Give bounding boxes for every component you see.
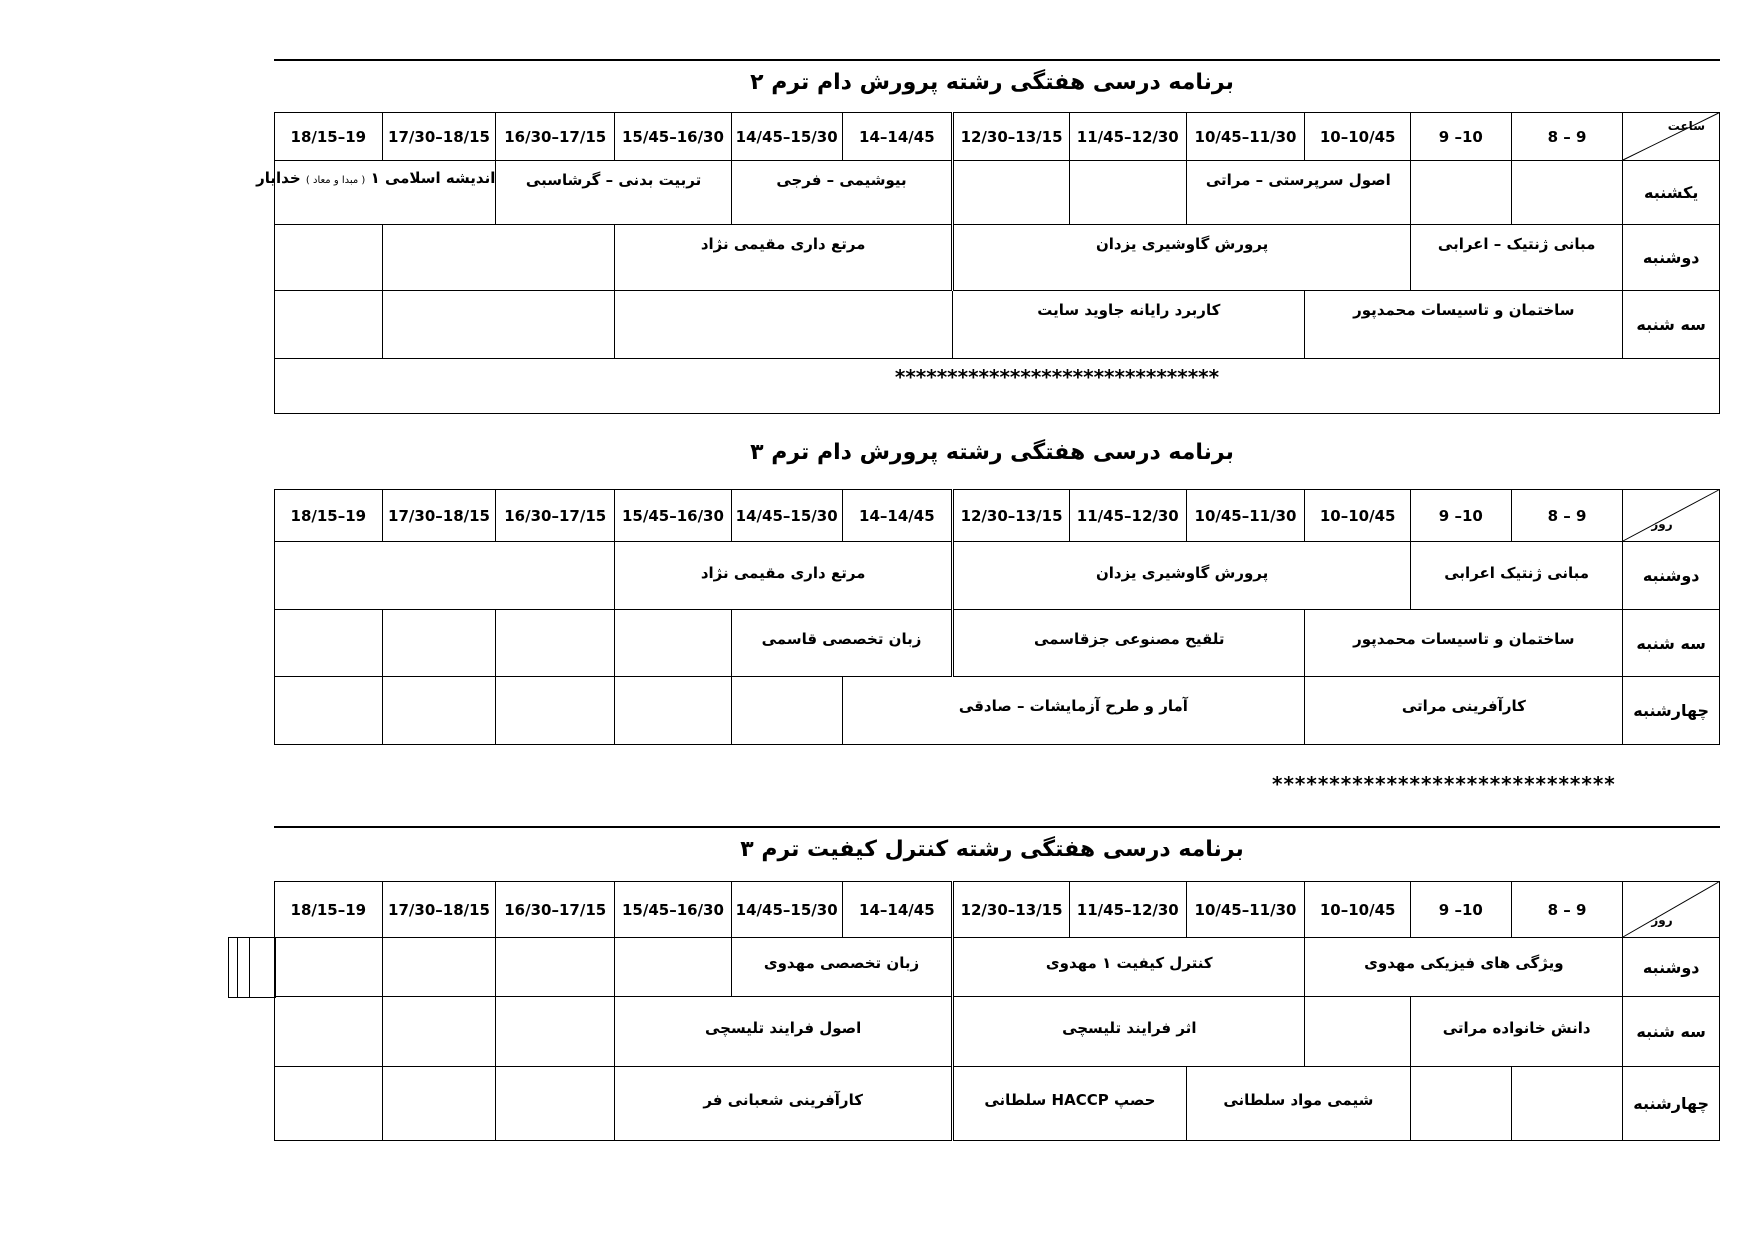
empty-cell bbox=[1411, 161, 1512, 225]
side-margin-box bbox=[228, 937, 276, 998]
time-header: 10/45–11/30 bbox=[1186, 113, 1305, 161]
time-header: 16/30–17/15 bbox=[496, 882, 615, 938]
class-text: مبانی ژنتیک اعرابی bbox=[1444, 564, 1590, 582]
class-cell bbox=[1305, 291, 1623, 359]
time-header: 10/45–11/30 bbox=[1186, 882, 1305, 938]
day-label: سه شنبه bbox=[1623, 610, 1720, 677]
time-header: 15/45–16/30 bbox=[615, 113, 732, 161]
class-cell bbox=[256, 161, 496, 225]
class-text: بیوشیمی – فرجی bbox=[776, 171, 907, 189]
class-cell bbox=[953, 225, 1411, 291]
day-label: یکشنبه bbox=[1623, 161, 1720, 225]
corner-bottom-label: روز bbox=[1651, 517, 1673, 531]
class-text: دانش خانواده مراتی bbox=[1442, 1019, 1591, 1037]
class-text: پرورش گاوشیری یزدان bbox=[1095, 564, 1269, 582]
diagonal-divider bbox=[1623, 490, 1719, 541]
time-header: 17/30–18/15 bbox=[382, 113, 496, 161]
empty-cell bbox=[275, 677, 383, 745]
separator-stars: ******************************* bbox=[894, 365, 1220, 389]
class-text: ساختمان و تاسیسات محمدپور bbox=[1353, 301, 1575, 319]
time-header: 14–14/45 bbox=[842, 882, 953, 938]
time-header: 12/30–13/15 bbox=[953, 113, 1070, 161]
class-text: حصپ HACCP سلطانی bbox=[984, 1091, 1156, 1109]
corner-bottom-label: روز bbox=[1651, 913, 1673, 927]
class-text: زبان تخصصی قاسمی bbox=[761, 630, 922, 648]
time-header: 11/45–12/30 bbox=[1069, 490, 1186, 542]
time-header: 10/45–11/30 bbox=[1186, 490, 1305, 542]
class-text: تربیت بدنی – گرشاسبی bbox=[525, 171, 702, 189]
time-header: 10–10/45 bbox=[1305, 882, 1411, 938]
class-text: اصول سرپرستی – مراتی bbox=[1205, 171, 1391, 189]
empty-cell bbox=[615, 938, 732, 997]
open-edge-mask bbox=[1412, 1141, 1508, 1144]
class-text: مبانی ژنتیک – اعرابی bbox=[1437, 235, 1596, 253]
class-cell bbox=[1186, 161, 1410, 225]
empty-cell bbox=[496, 677, 615, 745]
class-text: کارآفرینی مراتی bbox=[1401, 697, 1526, 715]
empty-cell bbox=[382, 610, 496, 677]
class-text: کنترل کیفیت ۱ مهدوی bbox=[1045, 954, 1213, 972]
class-text: اندیشه اسلامی ۱ ( مبدا و معاد ) خدایار bbox=[256, 169, 496, 187]
time-header: 14/45–15/30 bbox=[731, 113, 842, 161]
empty-cell bbox=[275, 542, 615, 610]
empty-cell bbox=[382, 677, 496, 745]
class-cell bbox=[1305, 610, 1623, 677]
empty-cell bbox=[275, 291, 383, 359]
schedule-table-1 bbox=[256, 112, 1720, 414]
empty-cell bbox=[1069, 161, 1186, 225]
empty-cell bbox=[382, 225, 614, 291]
empty-cell bbox=[496, 1067, 615, 1141]
time-header: 18/15–19 bbox=[275, 113, 383, 161]
day-label: دوشنبه bbox=[1623, 542, 1720, 610]
empty-cell bbox=[275, 1067, 383, 1141]
time-header: 17/30–18/15 bbox=[382, 882, 496, 938]
empty-cell bbox=[1411, 1067, 1512, 1141]
time-header: 14–14/45 bbox=[842, 490, 953, 542]
class-cell bbox=[615, 1067, 953, 1141]
class-cell bbox=[1305, 677, 1623, 745]
class-cell bbox=[953, 938, 1305, 997]
time-header: 14/45–15/30 bbox=[731, 490, 842, 542]
corner-top-label: ساعت bbox=[1667, 119, 1705, 133]
class-text: ویژگی های فیزیکی مهدوی bbox=[1364, 954, 1564, 972]
separator-row bbox=[275, 359, 1720, 414]
open-edge-mask bbox=[612, 1141, 954, 1144]
schedule-table-2 bbox=[274, 489, 1720, 745]
corner-cell bbox=[1623, 113, 1720, 161]
time-header: 15/45–16/30 bbox=[615, 882, 732, 938]
empty-cell bbox=[496, 997, 615, 1067]
class-cell bbox=[953, 542, 1411, 610]
time-header: 10–10/45 bbox=[1305, 490, 1411, 542]
class-text: زبان تخصصی مهدوی bbox=[763, 954, 920, 972]
empty-cell bbox=[615, 291, 953, 359]
empty-cell bbox=[275, 610, 383, 677]
time-header: 11/45–12/30 bbox=[1069, 882, 1186, 938]
class-cell bbox=[731, 161, 952, 225]
empty-cell bbox=[1511, 1067, 1623, 1141]
diagonal-divider bbox=[1623, 882, 1719, 937]
separator-stars: ****************************** bbox=[1272, 772, 1616, 796]
table2-title: برنامه درسی هفتگی رشته پرورش دام ترم ۳ bbox=[750, 440, 1234, 465]
empty-cell bbox=[275, 997, 383, 1067]
day-label: سه شنبه bbox=[1623, 997, 1720, 1067]
corner-cell bbox=[1623, 490, 1720, 542]
class-text: اثر فرایند تلیسچی bbox=[1062, 1019, 1197, 1037]
time-header: 9 –10 bbox=[1411, 490, 1512, 542]
top-rule-1 bbox=[274, 59, 1720, 61]
table1-title: برنامه درسی هفتگی رشته پرورش دام ترم ۲ bbox=[750, 70, 1234, 95]
class-cell bbox=[1411, 225, 1623, 291]
time-header: 18/15–19 bbox=[275, 490, 383, 542]
empty-cell bbox=[382, 1067, 496, 1141]
day-label: دوشنبه bbox=[1623, 938, 1720, 997]
time-header: 16/30–17/15 bbox=[496, 490, 615, 542]
time-header: 9 –10 bbox=[1411, 113, 1512, 161]
time-header: 16/30–17/15 bbox=[496, 113, 615, 161]
empty-cell bbox=[496, 938, 615, 997]
time-header: 12/30–13/15 bbox=[953, 882, 1070, 938]
time-header: 8 – 9 bbox=[1511, 490, 1623, 542]
empty-cell bbox=[382, 997, 496, 1067]
class-cell bbox=[615, 542, 953, 610]
class-text: کارآفرینی شعبانی فر bbox=[703, 1091, 863, 1109]
class-cell bbox=[731, 610, 952, 677]
class-text: ساختمان و تاسیسات محمدپور bbox=[1353, 630, 1575, 648]
class-cell bbox=[953, 1067, 1186, 1141]
time-header: 14–14/45 bbox=[842, 113, 953, 161]
class-cell bbox=[1305, 938, 1623, 997]
class-cell bbox=[1411, 997, 1623, 1067]
empty-cell bbox=[275, 225, 383, 291]
class-cell bbox=[615, 225, 953, 291]
top-rule-3 bbox=[274, 826, 1720, 828]
class-cell bbox=[615, 997, 953, 1067]
time-header: 18/15–19 bbox=[275, 882, 383, 938]
class-cell bbox=[731, 938, 952, 997]
empty-cell bbox=[1305, 997, 1411, 1067]
class-cell bbox=[842, 677, 1305, 745]
empty-cell bbox=[731, 677, 842, 745]
class-cell bbox=[496, 161, 731, 225]
class-text: مرتع داری مقیمی نژاد bbox=[700, 235, 866, 253]
empty-cell bbox=[953, 161, 1070, 225]
class-text: آمار و طرح آزمایشات – صادقی bbox=[958, 697, 1188, 715]
class-cell bbox=[953, 997, 1305, 1067]
empty-cell bbox=[382, 291, 614, 359]
empty-cell bbox=[1511, 161, 1623, 225]
empty-cell bbox=[615, 610, 732, 677]
table3-title: برنامه درسی هفتگی رشته کنترل کیفیت ترم ۳ bbox=[740, 837, 1244, 862]
time-header: 10–10/45 bbox=[1305, 113, 1411, 161]
empty-cell bbox=[496, 610, 615, 677]
time-header: 17/30–18/15 bbox=[382, 490, 496, 542]
time-header: 15/45–16/30 bbox=[615, 490, 732, 542]
time-header: 8 – 9 bbox=[1511, 113, 1623, 161]
empty-cell bbox=[275, 938, 383, 997]
time-header: 11/45–12/30 bbox=[1069, 113, 1186, 161]
class-cell bbox=[1186, 1067, 1410, 1141]
empty-cell bbox=[382, 938, 496, 997]
day-label: دوشنبه bbox=[1623, 225, 1720, 291]
class-text: تلقیح مصنوعی جزقاسمی bbox=[1034, 630, 1225, 648]
corner-cell bbox=[1623, 882, 1720, 938]
class-text: اصول فرایند تلیسچی bbox=[704, 1019, 862, 1037]
time-header: 12/30–13/15 bbox=[953, 490, 1070, 542]
class-text: پرورش گاوشیری یزدان bbox=[1095, 235, 1269, 253]
time-header: 9 –10 bbox=[1411, 882, 1512, 938]
time-header: 14/45–15/30 bbox=[731, 882, 842, 938]
time-header: 8 – 9 bbox=[1511, 882, 1623, 938]
class-cell bbox=[953, 291, 1305, 359]
day-label: چهارشنبه bbox=[1623, 1067, 1720, 1141]
class-text: کاربرد رایانه جاوید سایت bbox=[1037, 301, 1221, 319]
class-cell bbox=[1411, 542, 1623, 610]
day-label: چهارشنبه bbox=[1623, 677, 1720, 745]
class-cell bbox=[953, 610, 1305, 677]
schedule-table-3 bbox=[274, 881, 1720, 1141]
class-text: مرتع داری مقیمی نژاد bbox=[700, 564, 866, 582]
day-label: سه شنبه bbox=[1623, 291, 1720, 359]
class-text: شیمی مواد سلطانی bbox=[1223, 1091, 1374, 1109]
empty-cell bbox=[615, 677, 732, 745]
